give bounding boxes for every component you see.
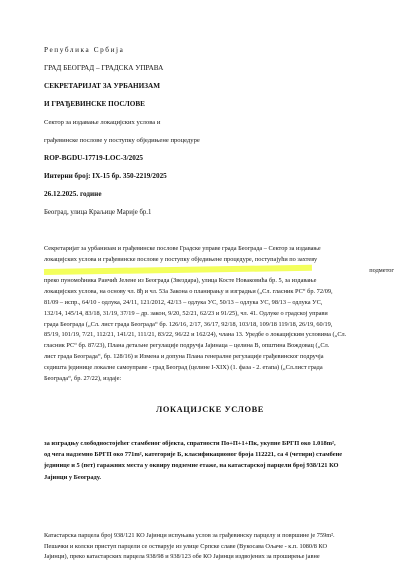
intro-line: 81/09 – испр., 64/10 - одлука, 24/11, 121/2012, 42/13 – одлука УС, 50/13 – одлука УС, 98/13 – одлука УС, [44,298,323,306]
intro-line: Секретаријат за урбанизам и грађевинске послове Градске управе града Београда – Сектор за издавање [44,245,321,252]
document-date: 26.12.2025. године [44,190,102,198]
purpose-line: за изградњу слободностојећег стамбеног објекта, спратности По+П+1+Пк, укупне БРГП око 1.018m², [44,440,336,447]
parcel-line: Пешачки и колски приступ парцели се остварује из улице Српске славе (Вукосава Ољаче - к.п. 1080/8 КО [44,542,328,550]
purpose-line: Јајинци у Београду. [44,473,101,481]
intro-line: седишта јединице локалне самоуправе - град Београд (целине I-XIX) (1. фаза - 2. етапа) („Сл.лист града [44,363,323,371]
office-address: Београд, улица Краљице Марије бр.1 [44,209,152,216]
intro-line: града Београда („Сл. лист града Београда“ бр. 126/16, 2/17, 36/17, 92/18, 103/18, 109/18 119/18, 26/19, 60/19, [44,320,333,328]
document-title: ЛОКАЦИЈСКЕ УСЛОВЕ [155,405,264,414]
parcel-line: Јајинци), преко катастарских парцела 938/98 и 938/123 обе КО Јајинци издвојених за проширење јавне [44,553,320,560]
intro-line: преко пуномоћника Раичић Јелене из Београда (Звездара), улица Косте Новаковића бр. 5, за издавање [44,277,317,285]
intro-line: локацијских услова и грађевинске послове у поступку обједињене процедуре, поступајући по захтеву [44,255,318,263]
rop-number: ROP-BGDU-17719-LOC-3/2025 [44,154,144,162]
intro-line: гласник РС“ бр. 87/23), Плана детаљне регулације подручја Јајинаца – целина В, општина Вождовац („Сл. [44,342,330,350]
intro-line: подметог [369,266,394,274]
intro-line: 85/19, 101/19, 7/21, 112/21, 141/21, 111/21, 83/22, 96/22 и 162/24), члана 13. Уредбе о локацијским условима („Сл. [44,331,347,339]
republic-label: Република Србија [44,46,125,54]
intro-paragraph [44,244,394,384]
sector-label: Сектор за издавање локацијских услова и [44,119,161,126]
city-admin-label: ГРАД БЕОГРАД – ГРАДСКА УПРАВА [44,64,164,72]
secretariat-label: СЕКРЕТАРИЈАТ ЗА УРБАНИЗАМ [44,82,160,90]
internal-number: Интерни број: IX-15 бр. 350-2219/2025 [44,172,167,180]
parcel-paragraph [44,531,394,563]
intro-line: локацијских услова, на основу чл. 8ђ и чл. 53а Закона о планирању и изградњи („Сл. гласник РС“ бр. 72/09, [44,288,333,296]
intro-line: Београда“, бр. 27/22), издаје: [44,374,122,382]
intro-line: 132/14, 145/14, 83/18, 31/19, 37/19 – др. закон, 9/20, 52/21, 62/23 и 91/25), чл. 41. Одлуке о градској управи [44,309,328,317]
parcel-line: Катастарска парцела број 938/121 КО Јајинци испуњава услов за грађевинску парцелу и површине је 759m². [44,532,335,539]
purpose-line: јединице и 5 (пет) гаражних места у оквиру подземне етаже, на катастарској парцели број 938/121 КО [44,462,339,470]
sector-label-2: грађевинске послове у поступку обједињене процедуре [44,137,200,144]
purpose-paragraph [44,438,394,483]
intro-line: лист града Београда“, бр. 128/16) и Измена и допуна Плана генералне регулације грађевинског подручја [44,352,324,360]
purpose-line: од чега надземно БРГП око 771m², категорије Б, класификационог броја 112221, са 4 (четири) стамбене [44,451,343,459]
secretariat-label-2: И ГРАЂЕВИНСКЕ ПОСЛОВЕ [44,100,145,108]
